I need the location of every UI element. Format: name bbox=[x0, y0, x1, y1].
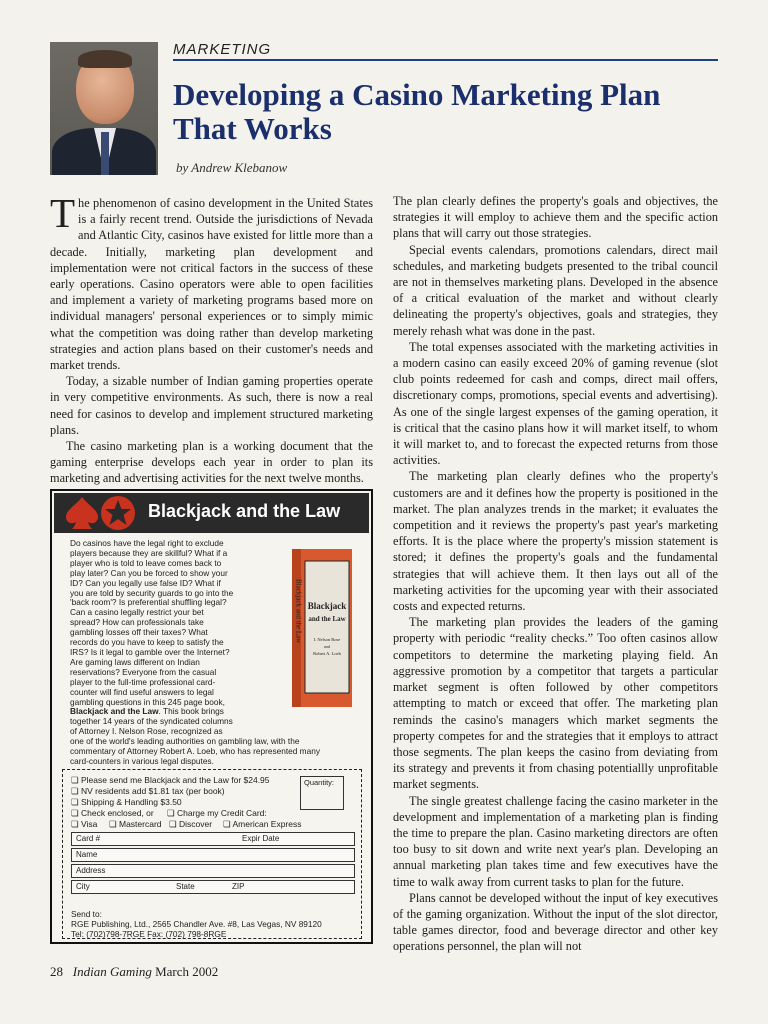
paragraph: Special events calendars, promotions calendars, direct mail schedules, and marketing budgets presented to the tribal council are not in themselves marketing plans. Developed in the absence of a critical evaluation of the market and without clearly delineating the property's objectives, goals and strategies, they merely rehash what was done in the past. bbox=[393, 242, 718, 338]
paragraph: Today, a sizable number of Indian gaming properties operate in very competitive environments. As such, there is now a real need for casinos to develop and implement structured marketing plans. bbox=[50, 374, 373, 437]
article-column-right bbox=[393, 193, 718, 955]
svg-text:I. Nelson Rose: I. Nelson Rose bbox=[313, 637, 341, 642]
order-form bbox=[62, 769, 362, 939]
sidebar-title: Blackjack and the Law bbox=[148, 501, 341, 521]
send-to-address: Send to: RGE Publishing, Ltd., 2565 Chandler Ave. #8, Las Vegas, NV 89120 Tel: (702)798-7RGE Fax: (702) 798-8RGE bbox=[71, 909, 322, 939]
paragraph: The plan clearly defines the property's goals and objectives, the strategies it will employ to achieve them and the specific action plans that will carry out those strategies. bbox=[393, 194, 718, 241]
card-suits-icon bbox=[62, 494, 142, 532]
sidebar-header bbox=[54, 493, 369, 533]
article-column-left bbox=[50, 190, 373, 487]
quantity-field[interactable]: Quantity: bbox=[300, 776, 344, 810]
book-ad-sidebar bbox=[50, 489, 373, 944]
paragraph: The casino marketing plan is a working document that the gaming enterprise develops each year in order to plan its marketing and advertising activities for the next twelve months. bbox=[50, 439, 373, 486]
paragraph: Plans cannot be developed without the input of key executives of the gaming organization. Without the input of the slot director, table games director, food and beverage director and other key operations personnel, the plan will not bbox=[393, 890, 718, 954]
name-field[interactable]: Name bbox=[71, 848, 355, 862]
publication-name: Indian Gaming bbox=[72, 964, 152, 979]
paragraph: The phenomenon of casino development in the United States is a fairly recent trend. Outside the jurisdictions of Nevada and Atlantic City, casinos have existed for little more than a decade. Initially, marketing plan development and implementation were not critical factors in the success of these early operations. Casino operators were able to open facilities and implement a variety of marketing programs based more on individual managers' personal experiences or to simply mimic what the competition was doing rather than develop marketing strategies and action plans based on their customer's needs and market trends. bbox=[50, 190, 373, 373]
page-footer bbox=[50, 964, 218, 980]
svg-text:Blackjack: Blackjack bbox=[307, 601, 347, 611]
section-rule bbox=[173, 59, 718, 61]
svg-text:Robert A. Loeb: Robert A. Loeb bbox=[313, 651, 341, 656]
city-state-zip-field[interactable]: City State ZIP bbox=[71, 880, 355, 894]
payment-card-option[interactable]: ❏ Charge my Credit Card: bbox=[167, 808, 267, 818]
paragraph: The marketing plan provides the leaders of the gaming property with periodic “reality checks.” Too often casinos allow competitors to determine the marketing playing field. An aggressive promotion by a competitor that targets a particular market segment is often followed by other competitors attempting to match or exceed that offer. The marketing plan reminds the casino's managers which market segments the property competes for and the strategies that it employs to attract those segments. The plan keeps the casino from deviating from its strategy and prevents it from chasing potentiallly unprofitable market segments. bbox=[393, 615, 718, 792]
byline: by Andrew Klebanow bbox=[176, 160, 288, 175]
card-mastercard-option[interactable]: ❏ Mastercard bbox=[109, 819, 162, 829]
book-spine-text: Blackjack and the Law bbox=[294, 579, 303, 644]
paragraph: The marketing plan clearly defines who the property's customers are and it defines how the property is positioned in the market. The plan analyzes trends in the market; it evaluates the competition and it reviews the property's past year's marketing efforts. It is the place where the property's mission statement is stored; it defines the property's goals and the fundamental strategies that will achieve them. It then lays out all of the marketing activities for the upcoming year with their associated costs and expected returns. bbox=[393, 469, 718, 614]
book-cover-image bbox=[292, 549, 356, 709]
drop-cap: T bbox=[50, 190, 76, 236]
card-discover-option[interactable]: ❏ Discover bbox=[169, 819, 213, 829]
address-field[interactable]: Address bbox=[71, 864, 355, 878]
paragraph: The single greatest challenge facing the casino marketer in the development and implementation of a marketing plan is finding the time to prepare the plan. Casino marketing directors are often too busy to sit down and write next year's plan. Developing an annual marketing plan takes time and few executives have the time to walk away from current tasks to plan for the future. bbox=[393, 793, 718, 889]
order-option-tax[interactable]: ❏ NV residents add $1.81 tax (per book) bbox=[71, 786, 225, 796]
article-title: Developing a Casino Marketing Plan That Works bbox=[173, 77, 661, 146]
page-number: 28 bbox=[50, 964, 63, 979]
order-option-book[interactable]: ❏ Please send me Blackjack and the Law for $24.95 bbox=[71, 775, 270, 785]
payment-check-option[interactable]: ❏ Check enclosed, or bbox=[71, 808, 154, 818]
card-number-field[interactable]: Card # Expir Date bbox=[71, 832, 355, 846]
issue-date: March 2002 bbox=[155, 964, 219, 979]
svg-text:and the Law: and the Law bbox=[308, 615, 346, 623]
paragraph: The total expenses associated with the marketing activities in a modern casino can easily exceed 20% of gaming revenue (slot club points redeemed for cash and comps, direct mail offers, discretionary comps, promotions, special events and advertising). As one of the single largest expenses of the gaming operation, it is critical that the casino plans how it will market itself, to whom it will market to, and to forecast the expected returns from those activities. bbox=[393, 339, 718, 468]
author-photo bbox=[50, 42, 158, 175]
card-amex-option[interactable]: ❏ American Express bbox=[223, 819, 302, 829]
order-option-shipping[interactable]: ❏ Shipping & Handling $3.50 bbox=[71, 797, 182, 807]
section-label: MARKETING bbox=[173, 41, 272, 58]
svg-text:and: and bbox=[324, 644, 330, 649]
sidebar-text: Do casinos have the legal right to exclude players because they are skillful? What if a player who is told to leave comes back to play later? Can you be forced to show your ID? Can you legally use false ID? What if you are told by security guards to go into the 'back room'? Is preferential shuffling legal? Can a casino legally restrict your bet spread? How can professionals take gambling losses off their taxes? What records do you have to keep to satisfy the IRS? Is it legal to gamble over the Internet? Are gaming laws different on Indian reservations? Everyone from the casual player to the full-time professional card- counter will find useful answers to legal gambling questions in this 245 page book, Blackjack and the Law. This book brings together 14 years of the syndicated columns of Attorney I. Nelson Rose, recognized as one of the world's leading authorities on gambling law, with the commentary of Attorney Robert A. Loeb, who has represented many card-counters in various legal disputes. bbox=[70, 538, 320, 766]
card-visa-option[interactable]: ❏ Visa bbox=[71, 819, 98, 829]
